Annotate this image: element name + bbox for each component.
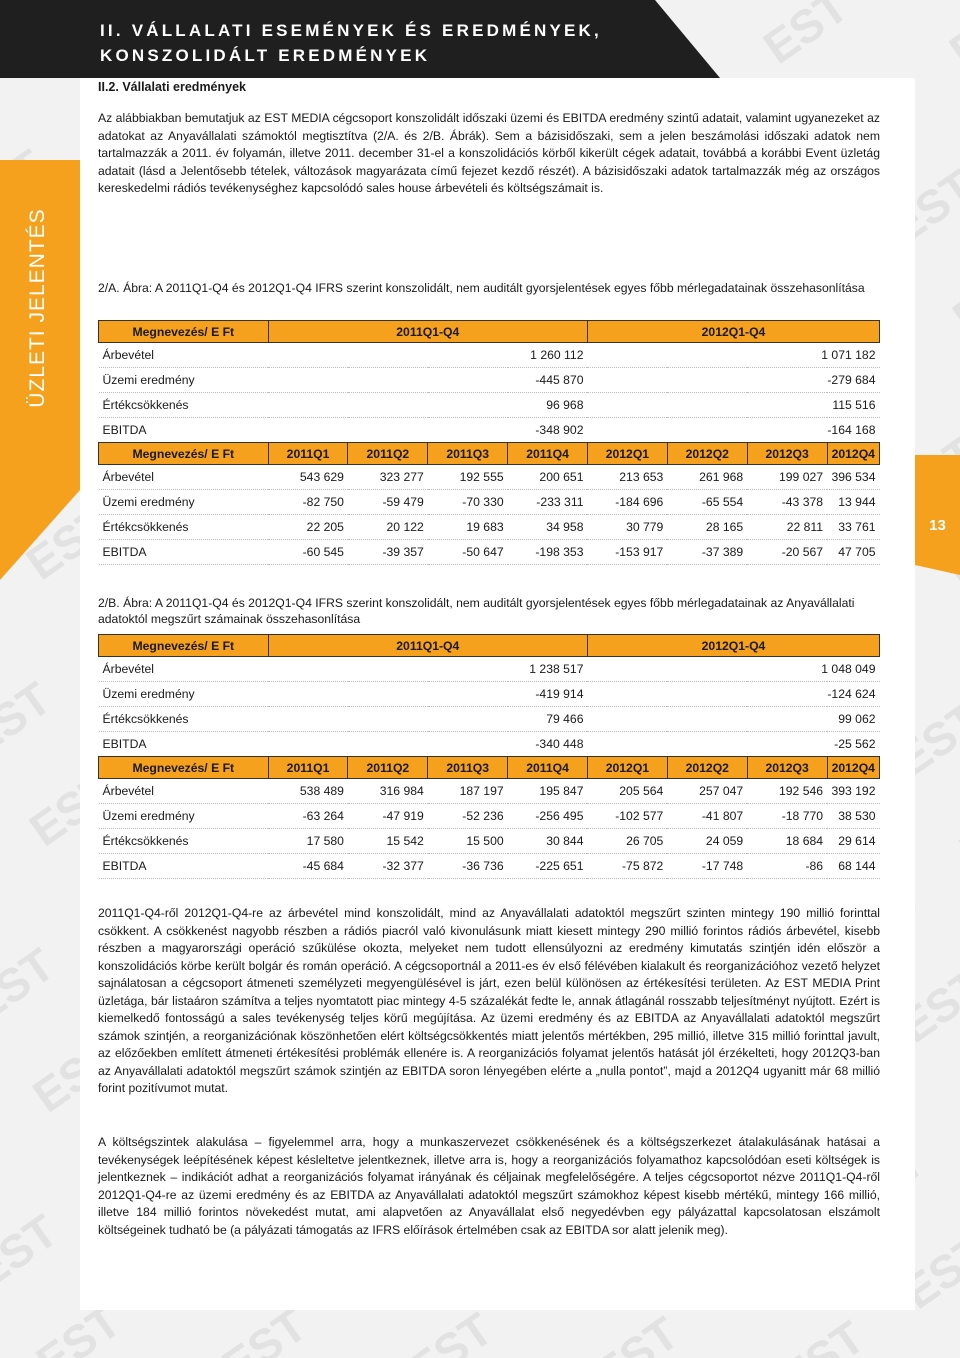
value-cell: -63 264 — [268, 804, 348, 829]
table-row — [99, 779, 880, 804]
value-cell: 33 761 — [827, 515, 879, 540]
value-cell: -86 — [747, 854, 827, 879]
value-cell: 22 205 — [268, 515, 348, 540]
value-cell: -419 914 — [268, 682, 587, 707]
value-cell: -39 357 — [348, 540, 428, 565]
value-cell: 316 984 — [348, 779, 428, 804]
value-cell: -233 311 — [508, 490, 588, 515]
header-cell: 2012Q1 — [587, 757, 667, 779]
row-label: Értékcsökkenés — [99, 829, 269, 854]
table-row — [99, 804, 880, 829]
header-cell: 2011Q4 — [508, 757, 588, 779]
value-cell: 47 705 — [827, 540, 879, 565]
table-header-row — [99, 321, 880, 343]
value-cell: 192 555 — [428, 465, 508, 490]
value-cell: 30 779 — [587, 515, 667, 540]
value-cell: -59 479 — [348, 490, 428, 515]
value-cell: 200 651 — [508, 465, 588, 490]
value-cell: 396 534 — [827, 465, 879, 490]
side-label-text: ÜZLETI JELENTÉS — [26, 208, 49, 408]
paragraph-2: A költségszintek alakulása – figyelemmel arra, hogy a munkaszervezet csökkenésének és a költségszerkezet átalakulásának hatásai a tevékenységek leépítésének képest késleltetve jelentkeznek, illetve arra is, hogy a reorganizációs folyamathoz kapcsolódóan eseti költségek is jelentkeznek – indikációt adhat a reorganizációs folyamat irányának és céljainak megfelelőségére. A teljes cégcsoportot nézve 2011Q1-Q4-ről 2012Q1-Q4-re az üzemi eredmény és az EBITDA az Anyavállalati adatoktól megszűrt számokhoz képest kisebb mértékű, mintegy 166 millió, illetve 184 millió forintos növekedést mutat, ami alapvetően az Anyavállalat első negyedévben egy pályázattal kapcsolatosan elszámolt költségeinek tudható be (a pályázati támogatás az IFRS előírások értelmében csak az EBITDA sor alatt jelenik meg). — [98, 1135, 880, 1237]
header-cell: Megnevezés/ E Ft — [99, 635, 269, 657]
value-cell: 19 683 — [428, 515, 508, 540]
title-line-1: II. VÁLLALATI ESEMÉNYEK ÉS EREDMÉNYEK, — [100, 21, 602, 40]
header-cell: 2012Q3 — [747, 757, 827, 779]
row-label: Értékcsökkenés — [99, 707, 269, 732]
value-cell: 393 192 — [827, 779, 879, 804]
value-cell: 1 238 517 — [268, 657, 587, 682]
header-cell: Megnevezés/ E Ft — [99, 321, 269, 343]
header-cell: 2012Q2 — [667, 443, 747, 465]
value-cell: 205 564 — [587, 779, 667, 804]
header-cell: 2011Q3 — [428, 757, 508, 779]
section-title: II.2. Vállalati eredmények — [98, 80, 246, 94]
header-cell: Megnevezés/ E Ft — [99, 443, 269, 465]
table-row — [99, 540, 880, 565]
row-label: Üzemi eredmény — [99, 490, 269, 515]
value-cell: -41 807 — [667, 804, 747, 829]
header-cell: 2011Q4 — [508, 443, 588, 465]
table-row — [99, 465, 880, 490]
row-label: Árbevétel — [99, 779, 269, 804]
value-cell: -198 353 — [508, 540, 588, 565]
row-label: EBITDA — [99, 732, 269, 757]
table-b-caption: 2/B. Ábra: A 2011Q1-Q4 és 2012Q1-Q4 IFRS szerint konszolidált, nem auditált gyorsjelentések egyes főbb mérlegadatainak az Anyavállalati adatoktól megszűrt számainak összehasonlítása — [98, 596, 855, 626]
value-cell: 26 705 — [587, 829, 667, 854]
value-cell: 261 968 — [667, 465, 747, 490]
value-cell: -75 872 — [587, 854, 667, 879]
row-label: Árbevétel — [99, 343, 269, 368]
value-cell: 38 530 — [827, 804, 879, 829]
value-cell: -25 562 — [587, 732, 879, 757]
value-cell: -70 330 — [428, 490, 508, 515]
value-cell: -45 684 — [268, 854, 348, 879]
value-cell: -124 624 — [587, 682, 879, 707]
header-cell: Megnevezés/ E Ft — [99, 757, 269, 779]
value-cell: 199 027 — [747, 465, 827, 490]
value-cell: 24 059 — [667, 829, 747, 854]
value-cell: 96 968 — [268, 393, 587, 418]
row-label: EBITDA — [99, 540, 269, 565]
table-row — [99, 732, 880, 757]
row-label: Üzemi eredmény — [99, 804, 269, 829]
value-cell: 1 071 182 — [587, 343, 879, 368]
value-cell: -256 495 — [508, 804, 588, 829]
value-cell: 22 811 — [747, 515, 827, 540]
value-cell: -43 378 — [747, 490, 827, 515]
value-cell: -279 684 — [587, 368, 879, 393]
value-cell: 257 047 — [667, 779, 747, 804]
header-cell: 2012Q4 — [827, 757, 879, 779]
table-row — [99, 418, 880, 443]
table-row — [99, 829, 880, 854]
title-line-2: KONSZOLIDÁLT EREDMÉNYEK — [100, 46, 431, 65]
row-label: EBITDA — [99, 854, 269, 879]
side-label — [18, 188, 58, 428]
header-cell: 2012Q4 — [827, 443, 879, 465]
table-row — [99, 393, 880, 418]
value-cell: 68 144 — [827, 854, 879, 879]
value-cell: 15 500 — [428, 829, 508, 854]
value-cell: 213 653 — [587, 465, 667, 490]
value-cell: -225 651 — [508, 854, 588, 879]
value-cell: -164 168 — [587, 418, 879, 443]
table-row — [99, 854, 880, 879]
value-cell: 13 944 — [827, 490, 879, 515]
value-cell: -17 748 — [667, 854, 747, 879]
value-cell: -340 448 — [268, 732, 587, 757]
value-cell: 15 542 — [348, 829, 428, 854]
value-cell: 17 580 — [268, 829, 348, 854]
page-title — [100, 18, 602, 68]
row-label: Árbevétel — [99, 657, 269, 682]
value-cell: 323 277 — [348, 465, 428, 490]
value-cell: 20 122 — [348, 515, 428, 540]
value-cell: 543 629 — [268, 465, 348, 490]
header-cell: 2011Q2 — [348, 443, 428, 465]
table-row — [99, 343, 880, 368]
page-number: 13 — [929, 517, 946, 534]
value-cell: -153 917 — [587, 540, 667, 565]
value-cell: 99 062 — [587, 707, 879, 732]
value-cell: 79 466 — [268, 707, 587, 732]
table-row — [99, 657, 880, 682]
value-cell: -36 736 — [428, 854, 508, 879]
value-cell: -445 870 — [268, 368, 587, 393]
row-label: Üzemi eredmény — [99, 682, 269, 707]
table-row — [99, 368, 880, 393]
row-label: EBITDA — [99, 418, 269, 443]
value-cell: -47 919 — [348, 804, 428, 829]
header-cell: 2011Q3 — [428, 443, 508, 465]
table-header-row — [99, 635, 880, 657]
intro-paragraph: Az alábbiakban bemutatjuk az EST MEDIA cégcsoport konszolidált időszaki üzemi és EBITDA eredmény szintű adatait, valamint ugyanezeket az adatokat az Anyavállalati számoktól megtisztítva (2/A. és 2/B. Ábrák). Sem a bázisidőszaki, sem a jelen beszámolási időszaki adatok nem tartalmazzák a 2011. év folyamán, illetve 2011. december 31-el a konszolidációs körből kikerült cégek adatait, továbbá a korábbi Event üzletág adatait (lásd a Jelentősebb tételek, változások magyarázata című fejezet kezdő részét). A bázisidőszaki adatok tartalmazzák még az országos kereskedelmi rádiós tevékenységhez kapcsolódó sales house árbevételi és költségszámait is. — [98, 111, 880, 195]
header-cell: 2011Q2 — [348, 757, 428, 779]
value-cell: 18 684 — [747, 829, 827, 854]
value-cell: -50 647 — [428, 540, 508, 565]
value-cell: 29 614 — [827, 829, 879, 854]
value-cell: 192 546 — [747, 779, 827, 804]
value-cell: -348 902 — [268, 418, 587, 443]
value-cell: 34 958 — [508, 515, 588, 540]
value-cell: -20 567 — [747, 540, 827, 565]
table-a — [98, 320, 880, 565]
header-cell: 2012Q1-Q4 — [587, 321, 879, 343]
header-cell: 2011Q1-Q4 — [268, 321, 587, 343]
table-header-row — [99, 757, 880, 779]
value-cell: -184 696 — [587, 490, 667, 515]
value-cell: -65 554 — [667, 490, 747, 515]
header-cell: 2011Q1-Q4 — [268, 635, 587, 657]
table-row — [99, 682, 880, 707]
value-cell: 115 516 — [587, 393, 879, 418]
value-cell: 195 847 — [508, 779, 588, 804]
value-cell: -60 545 — [268, 540, 348, 565]
header-cell: 2012Q2 — [667, 757, 747, 779]
value-cell: 538 489 — [268, 779, 348, 804]
header-cell: 2011Q1 — [268, 443, 348, 465]
row-label: Árbevétel — [99, 465, 269, 490]
paragraph-1: 2011Q1-Q4-ről 2012Q1-Q4-re az árbevétel mind konszolidált, mind az Anyavállalati adatoktól megszűrt szinten mintegy 190 millió forinttal csökkent. A csökkenést nagyobb részben a rádiós piacról való kivonulásunk miatt kiesett mintegy 290 millió forintos rádiós árbevétel, kisebb részben a magyarországi operáció szűkülése okozta, melyeket nem tudott ellensúlyozni az eredmény kimutatás szintjén idén először a konszolidációs körbe került bolgár és román operáció. A cégcsoportnál a 2011-es év első félévében kialakult és reorganizációhoz vezető helyzet sajnálatosan a cégcsoport átmeneti személyzeti megyengülésével is járt, ezen belül különösen az értékesítési területen. Az EST MEDIA Print üzletága, bár listaáron számítva a teljes nyomtatott piac mintegy 4-5 százalékát fedte le, annak átlagánál rosszabb teljesítményt nyújtott. Ezért is kiemelkedő fontosságú a sales tevékenység teljes körű megújítása. Az üzemi eredmény és az EBITDA az Anyavállalati adatoktól megszűrt számok szintjén, a reorganizációnak köszönhetően elért költségcsökkentés miatt jelentős mértékben, 295 millió, illetve 315 millió forinttal javult, az előzőekben említett átmeneti értékesítési problémák ellenére is. A reorganizációs folyamat jelentős hatását jól érzékelteti, hogy 2012Q3-ban az Anyavállalati adatoktól megszűrt számok szintjén az EBITDA soron lényegében elérte a „nulla pontot”, majd a 2012Q4 ugyanitt már 68 millió forint pozitívumot mutat. — [98, 906, 880, 1095]
row-label: Értékcsökkenés — [99, 393, 269, 418]
value-cell: 187 197 — [428, 779, 508, 804]
value-cell: 30 844 — [508, 829, 588, 854]
value-cell: -82 750 — [268, 490, 348, 515]
value-cell: 1 048 049 — [587, 657, 879, 682]
header-cell: 2012Q3 — [747, 443, 827, 465]
value-cell: 1 260 112 — [268, 343, 587, 368]
table-a-caption: 2/A. Ábra: A 2011Q1-Q4 és 2012Q1-Q4 IFRS szerint konszolidált, nem auditált gyorsjelentések egyes főbb mérlegadatainak összehasonlítása — [98, 281, 865, 295]
row-label: Üzemi eredmény — [99, 368, 269, 393]
value-cell: -37 389 — [667, 540, 747, 565]
value-cell: -52 236 — [428, 804, 508, 829]
header-cell: 2012Q1 — [587, 443, 667, 465]
value-cell: -18 770 — [747, 804, 827, 829]
value-cell: -32 377 — [348, 854, 428, 879]
value-cell: 28 165 — [667, 515, 747, 540]
value-cell: -102 577 — [587, 804, 667, 829]
header-cell: 2011Q1 — [268, 757, 348, 779]
table-row — [99, 707, 880, 732]
header-cell: 2012Q1-Q4 — [587, 635, 879, 657]
table-row — [99, 490, 880, 515]
table-b — [98, 634, 880, 879]
row-label: Értékcsökkenés — [99, 515, 269, 540]
table-header-row — [99, 443, 880, 465]
table-row — [99, 515, 880, 540]
